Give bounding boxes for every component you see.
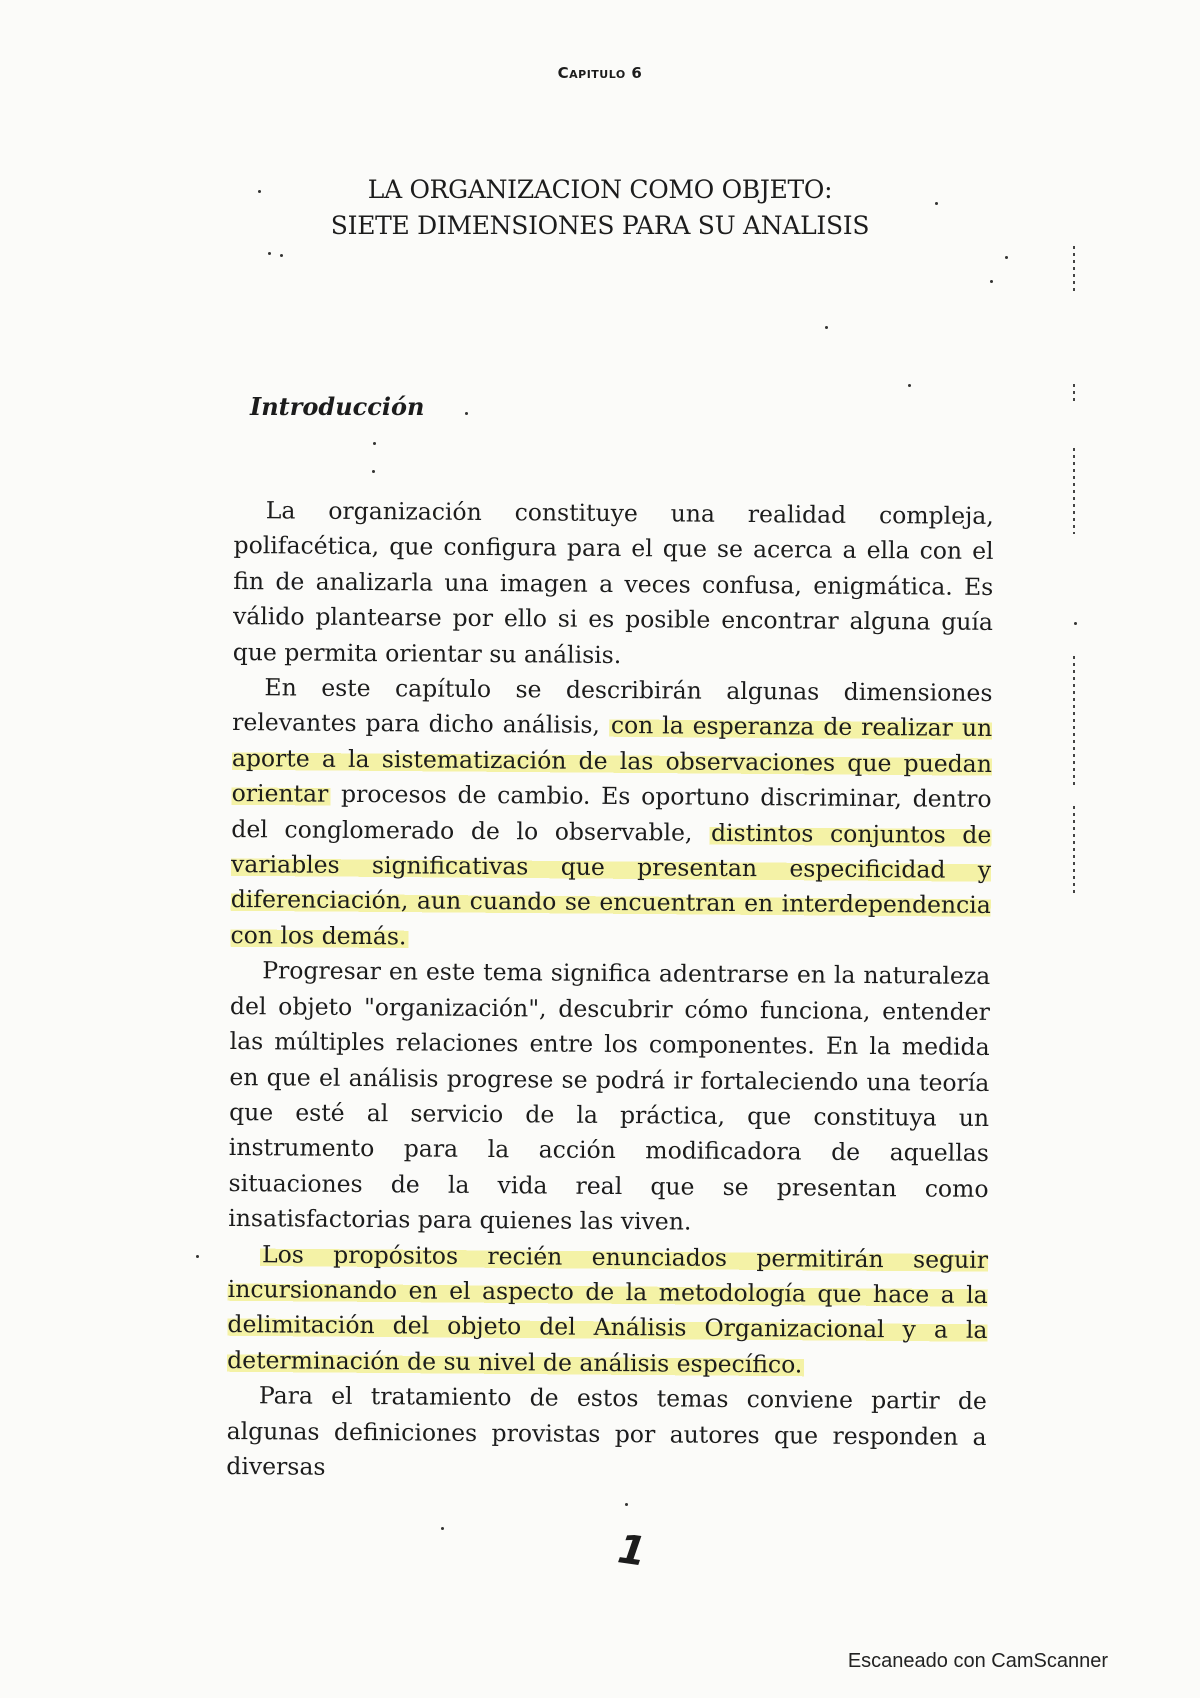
scan-speck: [258, 190, 261, 193]
margin-mark: [1073, 656, 1075, 786]
scan-speck: [372, 470, 375, 473]
margin-mark: [1073, 384, 1075, 404]
highlighted-text: Los propósitos recién enunciados permitirán seguir incursionando en el aspecto de la metodología que hace a la delimitación del objeto del Análisis Organizacional y a la determinación de su nivel de análisis específico.: [227, 1239, 989, 1379]
scan-speck: [935, 202, 938, 205]
chapter-title: [0, 172, 1200, 244]
highlighted-text: distintos conjuntos de variables significativas que presentan especificidad y diferenciación, aun cuando se encuentran en interdependencia con los demás.: [230, 818, 992, 951]
title-line-1: LA ORGANIZACION COMO OBJETO:: [367, 175, 833, 204]
body-text: [226, 493, 994, 1490]
paragraph-2: [230, 670, 992, 959]
scan-speck: [1005, 256, 1008, 259]
paragraph-2-start: En este capítulo se describirán algunas dimensiones relevantes para dicho análisis,: [232, 673, 993, 740]
scan-speck: [441, 1527, 444, 1530]
paragraph-5: Para el tratamiento de estos temas conviene partir de algunas definiciones provistas por autores que responden a diversas: [226, 1381, 988, 1481]
scan-speck: [196, 1255, 199, 1258]
camscanner-watermark: Escaneado con CamScanner: [847, 1650, 1108, 1672]
margin-mark: [1073, 806, 1075, 896]
highlighted-text: con la esperanza de realizar un aporte a la sistematización de las observaciones que puedan orientar: [231, 711, 993, 808]
scan-speck: [990, 280, 993, 283]
scan-speck: [373, 442, 376, 445]
chapter-label: Capitulo 6: [557, 64, 643, 82]
section-heading: Introducción: [250, 392, 425, 421]
paragraph-4: [227, 1237, 988, 1385]
paragraph-2-middle: procesos de cambio. Es oportuno discriminar, dentro del conglomerado de lo observable,: [231, 780, 992, 847]
scan-speck: [268, 252, 271, 255]
page-number: 1: [614, 1526, 649, 1576]
scan-speck: [1074, 622, 1077, 625]
title-line-2: SIETE DIMENSIONES PARA SU ANALISIS: [330, 211, 870, 240]
paragraph-1: La organización constituye una realidad compleja, polifacética, que configura para el que se acerca a ella con el fin de analizarla una imagen a veces confusa, enigmática. Es válido plantearse por ello si es posible encontrar alguna guía que permita orientar su análisis.: [232, 496, 994, 669]
scan-speck: [908, 384, 911, 387]
scan-speck: [825, 326, 828, 329]
scan-speck: [280, 254, 283, 257]
margin-mark: [1073, 246, 1075, 292]
margin-mark: [1073, 448, 1075, 534]
scan-speck: [465, 412, 468, 415]
paragraph-3: Progresar en este tema significa adentrarse en la naturaleza del objeto "organización", descubrir cómo funciona, entender las múltiples relaciones entre los componentes. En la medida en que el análisis progrese se podrá ir fortaleciendo una teoría que esté al servicio de la práctica, que constituya un instrumento para la acción modificadora de aquellas situaciones de la vida real que se presentan como insatisfactorias para quienes las viven.: [228, 956, 991, 1236]
scan-speck: [625, 1503, 628, 1506]
